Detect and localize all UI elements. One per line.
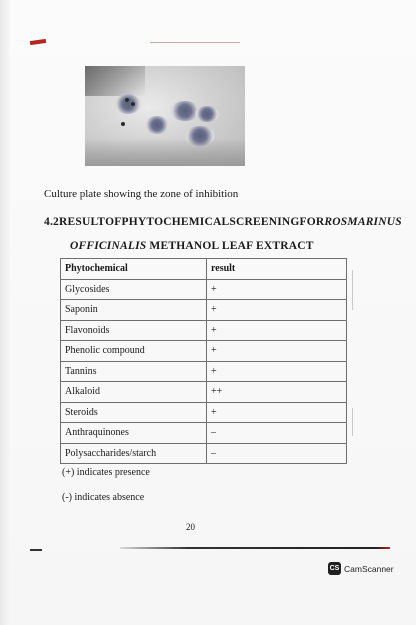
heading-word: SCREENING (229, 216, 300, 228)
cell-result: ++ (207, 382, 347, 403)
heading-word: RESULT (58, 216, 106, 228)
inhibition-zone (145, 116, 169, 134)
header-phytochemical: Phytochemical (61, 259, 207, 280)
table-header-row (61, 259, 347, 280)
cell-phytochemical: Anthraquinones (61, 423, 207, 444)
scan-scratch (352, 270, 353, 310)
top-faint-rule (150, 42, 240, 43)
heading-line-2 (70, 240, 364, 252)
red-margin-mark (30, 39, 46, 45)
cell-result: + (207, 402, 347, 423)
section-number: 4.2 (44, 216, 59, 228)
cell-phytochemical: Tannins (61, 361, 207, 382)
camscanner-logo-icon: CS (328, 562, 341, 575)
inhibition-zone (195, 106, 219, 122)
cell-phytochemical: Alkaloid (61, 382, 207, 403)
page-left-edge-shadow (0, 0, 10, 625)
table-row (61, 320, 347, 341)
cell-result: + (207, 300, 347, 321)
table-row (61, 300, 347, 321)
camscanner-label: CamScanner (344, 563, 394, 574)
inhibition-zone (115, 94, 141, 114)
heading-species-epithet: OFFICINALIS (70, 240, 147, 252)
legend-absence: (-) indicates absence (62, 492, 145, 503)
table-row (61, 423, 347, 444)
cell-phytochemical: Flavonoids (61, 320, 207, 341)
heading-line-2-rest: METHANOL LEAF EXTRACT (146, 240, 314, 252)
cell-phytochemical: Saponin (61, 300, 207, 321)
camscanner-watermark (328, 562, 394, 575)
photo-bottom-shade (85, 138, 245, 166)
table-row (61, 443, 347, 464)
cell-result: + (207, 361, 347, 382)
heading-word: PHYTOCHEMICAL (121, 216, 230, 228)
culture-plate-photo (85, 66, 245, 166)
photo-shadow (85, 66, 145, 96)
well-dot (121, 122, 125, 126)
cell-result: + (207, 320, 347, 341)
bottom-rule (120, 547, 390, 549)
bottom-left-dash (30, 549, 42, 551)
section-heading (44, 216, 402, 252)
cell-result: – (207, 443, 347, 464)
table-row (61, 402, 347, 423)
header-result: result (207, 259, 347, 280)
table-row (61, 382, 347, 403)
table-row (61, 361, 347, 382)
cell-phytochemical: Polysaccharides/starch (61, 443, 207, 464)
cell-result: – (207, 423, 347, 444)
cell-result: + (207, 279, 347, 300)
legend-presence: (+) indicates presence (62, 467, 150, 478)
heading-word: FOR (299, 216, 325, 228)
scan-scratch (352, 408, 353, 436)
well-dot (131, 102, 135, 106)
cell-phytochemical: Phenolic compound (61, 341, 207, 362)
page-number: 20 (186, 522, 195, 532)
well-dot (125, 98, 129, 102)
cell-phytochemical: Glycosides (61, 279, 207, 300)
phytochemical-results-table (60, 258, 347, 464)
table-row (61, 341, 347, 362)
cell-result: + (207, 341, 347, 362)
table-row (61, 279, 347, 300)
heading-species-genus: ROSMARINUS (324, 216, 402, 228)
heading-word: OF (105, 216, 122, 228)
heading-line-1 (44, 216, 402, 228)
cell-phytochemical: Steroids (61, 402, 207, 423)
figure-caption: Culture plate showing the zone of inhibition (44, 188, 239, 200)
